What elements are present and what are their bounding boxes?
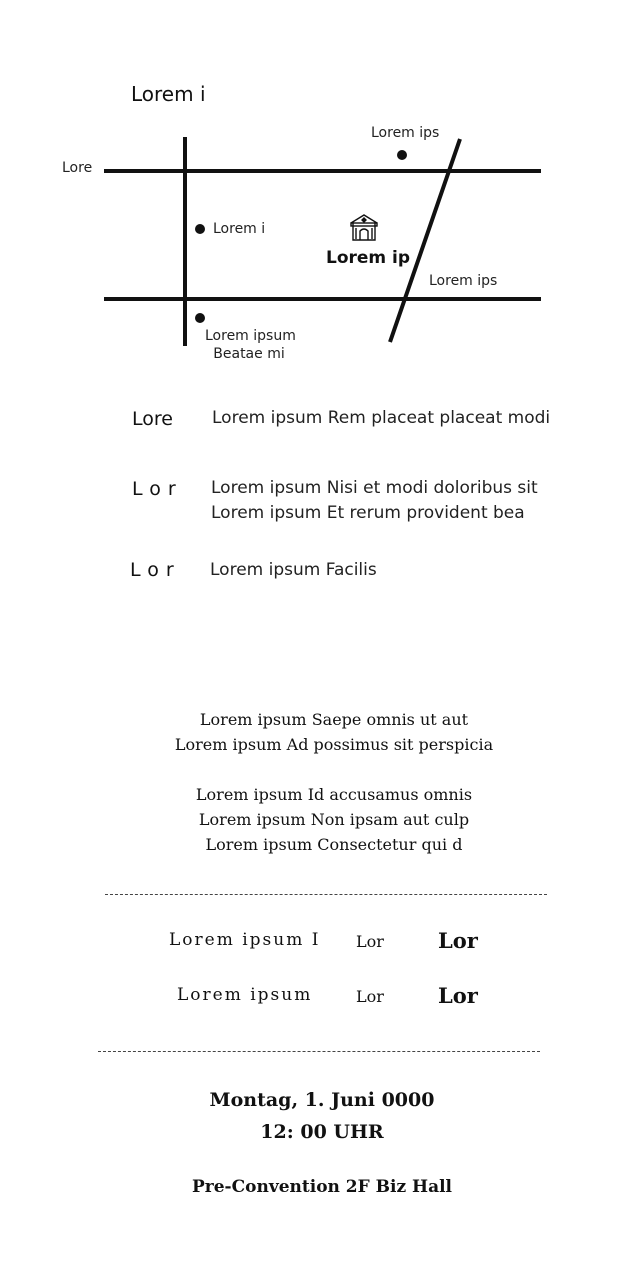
access-map [0,0,644,380]
info-value: Lorem ipsum Nisi et modi doloribus sit [211,478,538,498]
divider-bottom [98,1051,540,1052]
info-value: Lorem ipsum Facilis [210,560,377,580]
price-value: Lor [438,983,478,1008]
label-bottom-line1: Lorem ipsum [205,328,296,344]
event-time: 12: 00 UHR [260,1121,384,1143]
note-line: Lorem ipsum Saepe omnis ut aut [199,710,469,729]
event-date: Montag, 1. Juni 0000 [209,1089,435,1111]
note-line: Lorem ipsum Non ipsam aut culp [198,810,470,829]
road-label-left: Lore [62,160,93,176]
info-key: Lor [132,478,183,500]
landmark-dot-top [397,150,407,160]
info-key: Lore [132,408,173,430]
house-icon [351,215,377,240]
note-line: Lorem ipsum Ad possimus sit perspicia [174,735,494,754]
event-location: Pre-Convention 2F Biz Hall [191,1177,453,1197]
price-unit: Lor [356,932,384,951]
price-name: Lorem ipsum [177,985,313,1005]
map-title: Lorem i [131,82,206,106]
label-center-left: Lorem i [213,221,266,237]
label-right: Lorem ips [429,273,498,289]
landmark-dot-bottom [195,313,205,323]
info-key: Lor [130,559,181,581]
price-value: Lor [438,928,478,953]
label-bottom-line2: Beatae mi [213,346,285,362]
label-top-right: Lorem ips [371,125,440,141]
price-name: Lorem ipsum I [169,930,321,950]
divider-top [105,894,547,895]
info-value: Lorem ipsum Et rerum provident bea [211,503,525,523]
price-unit: Lor [356,987,384,1006]
note-line: Lorem ipsum Consectetur qui d [205,835,463,854]
note-line: Lorem ipsum Id accusamus omnis [195,785,473,804]
info-value: Lorem ipsum Rem placeat placeat modi [212,408,551,428]
landmark-dot-center [195,224,205,234]
venue-label: Lorem ip [326,248,411,268]
